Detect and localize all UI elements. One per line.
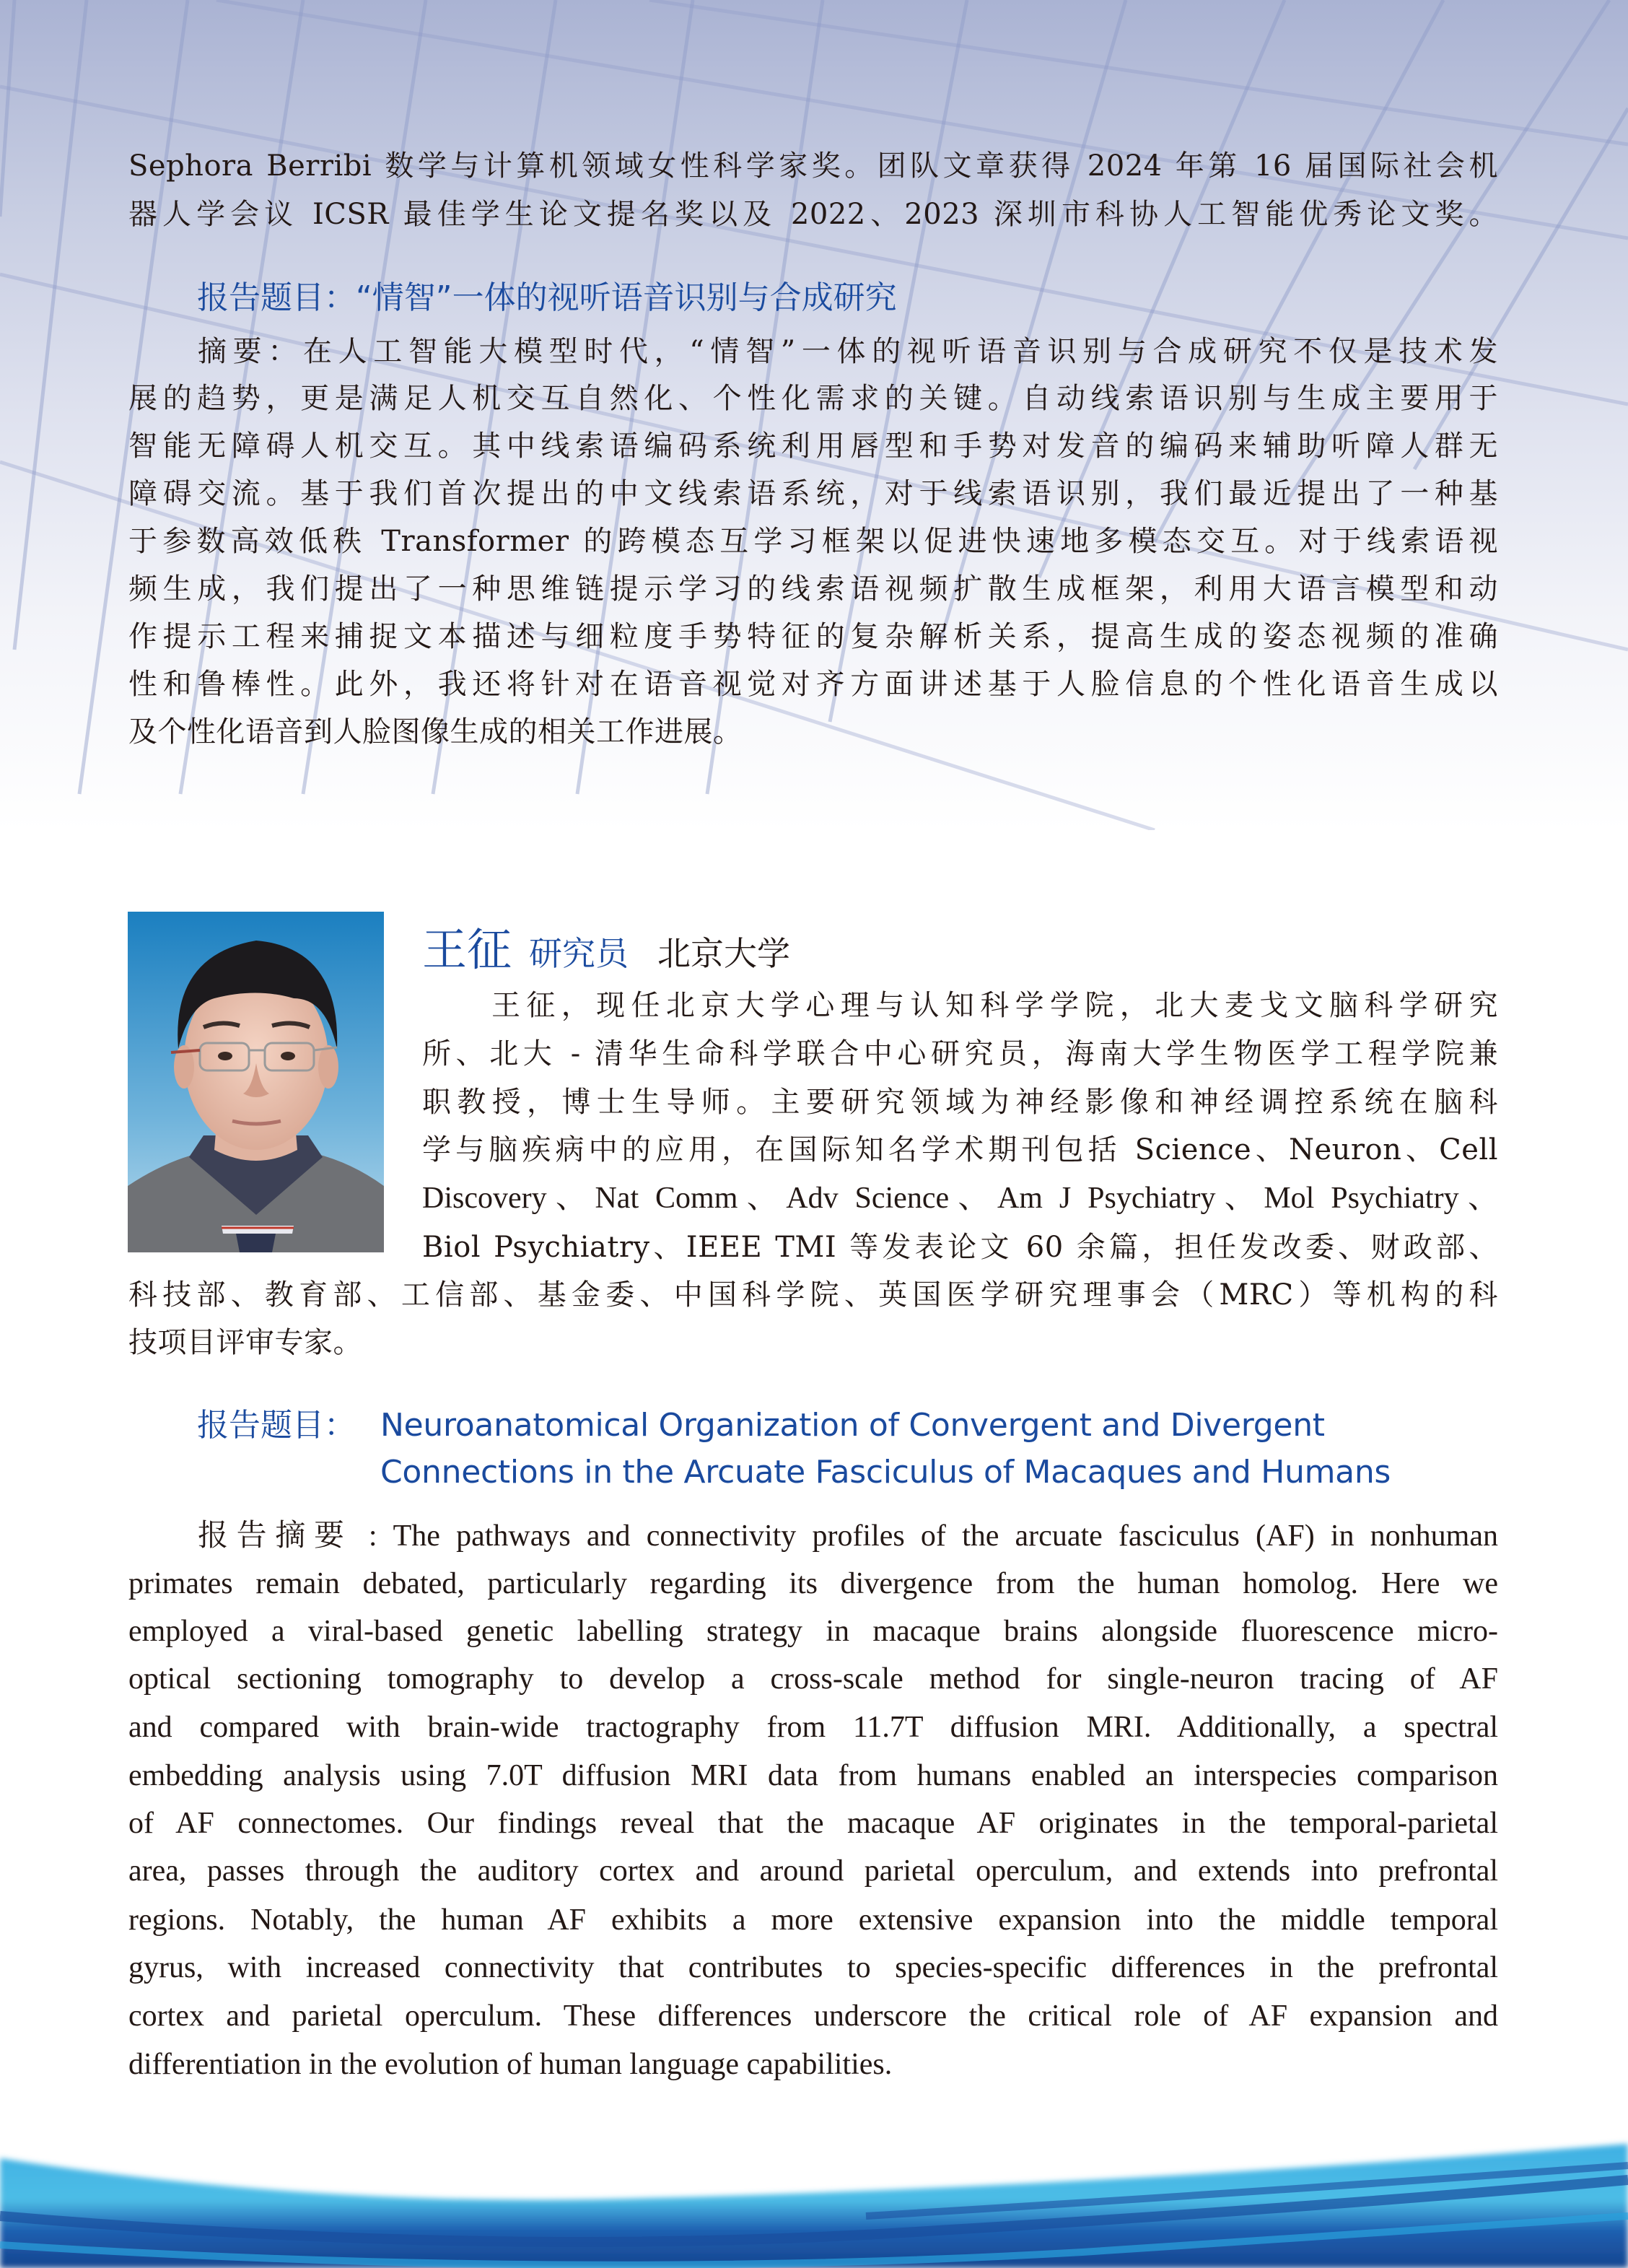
bio-line: 职教授，博士生导师。主要研究领域为神经影像和神经调控系统在脑科 (422, 1086, 1498, 1119)
abstract-line: regions. Notably, the human AF exhibits a more extensive expansion into the middle temporal (128, 1903, 1498, 1937)
abstract-line: 展的趋势，更是满足人机交互自然化、个性化需求的关键。自动线索语识别与生成主要用于 (128, 382, 1498, 415)
bio-line: Biol Psychiatry、IEEE TMI 等发表论文 60 余篇，担任发改委、财政部、 (422, 1231, 1498, 1264)
abstract-line: embedding analysis using 7.0T diffusion MRI data from humans enabled an interspecies comparison (128, 1759, 1498, 1792)
abstract-line: 报告摘要 : The pathways and connectivity profiles of the arcuate fasciculus (AF) in nonhuman (198, 1519, 1498, 1553)
abstract-line: 障碍交流。基于我们首次提出的中文线索语系统，对于线索语识别，我们最近提出了一种基 (128, 477, 1498, 510)
bio-line: 王征，现任北京大学心理与认知科学学院，北大麦戈文脑科学研究 (491, 989, 1498, 1022)
bio-line: 科技部、教育部、工信部、基金委、中国科学院、英国医学研究理事会（MRC）等机构的科 (128, 1278, 1498, 1312)
bio-line: 技项目评审专家。 (128, 1326, 362, 1359)
speaker-photo (128, 912, 384, 1252)
bio-line: 学与脑疾病中的应用，在国际知名学术期刊包括 Science、Neuron、Cell (422, 1133, 1498, 1166)
bio-line: Discovery、Nat Comm、Adv Science、Am J Psychiatry、Mol Psychiatry、 (422, 1182, 1498, 1215)
abstract-line: of AF connectomes. Our findings reveal that the macaque AF originates in the temporal-parietal (128, 1807, 1498, 1840)
bio-line: 所、北大 - 清华生命科学联合中心研究员，海南大学生物医学工程学院兼 (422, 1037, 1498, 1070)
intro-line: 器人学会议 ICSR 最佳学生论文提名奖以及 2022、2023 深圳市科协人工智能优秀论文奖。 (128, 198, 1498, 231)
abstract-line: 于参数高效低秩 Transformer 的跨模态互学习框架以促进快速地多模态交互。对于线索语视 (128, 525, 1498, 558)
speaker-name: 王征 (422, 923, 512, 976)
abstract-line: and compared with brain-wide tractography from 11.7T diffusion MRI. Additionally, a spectral (128, 1711, 1498, 1744)
abstract-line: primates remain debated, particularly regarding its divergence from the human homolog. Here we (128, 1567, 1498, 1600)
abstract-line: 及个性化语音到人脸图像生成的相关工作进展。 (128, 715, 743, 749)
abstract-line: area, passes through the auditory cortex and around parietal operculum, and extends into prefrontal (128, 1854, 1498, 1888)
speaker-header (422, 914, 791, 976)
abstract-line: 频生成，我们提出了一种思维链提示学习的线索语视频扩散生成框架，利用大语言模型和动 (128, 572, 1498, 606)
speaker-affiliation: 北京大学 (657, 934, 791, 973)
abstract-line: 作提示工程来捕捉文本描述与细粒度手势特征的复杂解析关系，提高生成的姿态视频的准确 (128, 620, 1498, 653)
abstract-line: differentiation in the evolution of human language capabilities. (128, 2048, 893, 2081)
abstract-line: 智能无障碍人机交互。其中线索语编码系统利用唇型和手势对发音的编码来辅助听障人群无 (128, 429, 1498, 463)
footer-wave-decoration (0, 2137, 1628, 2268)
abstract-line: 性和鲁棒性。此外，我还将针对在语音视觉对齐方面讲述基于人脸信息的个性化语音生成以 (128, 668, 1498, 701)
talk2-heading-line: Neuroanatomical Organization of Convergent and Divergent (380, 1407, 1325, 1444)
abstract-line: gyrus, with increased connectivity that contributes to species-specific differences in the prefrontal (128, 1951, 1498, 1984)
talk2-heading-line: Connections in the Arcuate Fasciculus of Macaques and Humans (380, 1454, 1391, 1491)
abstract-line: employed a viral-based genetic labelling strategy in macaque brains alongside fluorescence micro- (128, 1615, 1498, 1648)
talk1-heading: 报告题目：“情智”一体的视听语音识别与合成研究 (197, 279, 897, 316)
intro-line: Sephora Berribi 数学与计算机领域女性科学家奖。团队文章获得 2024 年第 16 届国际社会机 (128, 149, 1498, 183)
abstract-line: 摘要：在人工智能大模型时代，“情智”一体的视听语音识别与合成研究不仅是技术发 (198, 335, 1498, 368)
abstract-line: cortex and parietal operculum. These differences underscore the critical role of AF expansion and (128, 1999, 1498, 2033)
speaker-title: 研究员 (529, 934, 629, 973)
talk2-heading-prefix: 报告题目： (197, 1407, 356, 1444)
abstract-line: optical sectioning tomography to develop a cross-scale method for single-neuron tracing of AF (128, 1662, 1498, 1696)
